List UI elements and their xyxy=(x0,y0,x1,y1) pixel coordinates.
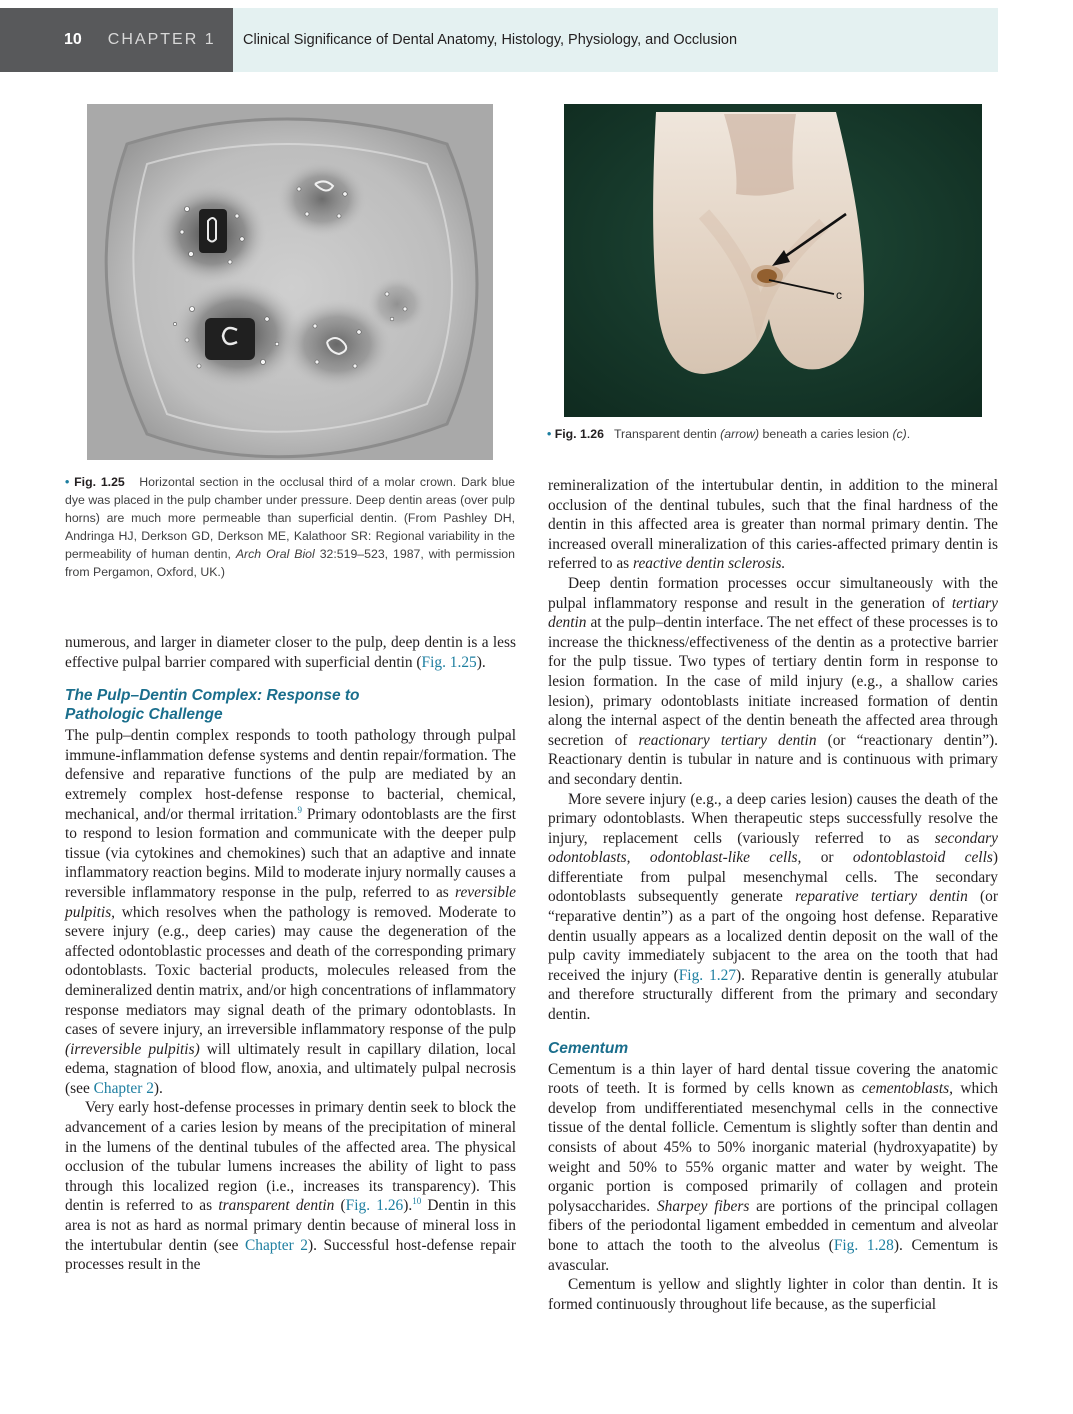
caption-bullet: • xyxy=(547,427,552,441)
reference-superscript[interactable]: 9 xyxy=(297,804,302,815)
caption-label: Fig. 1.25 xyxy=(74,475,125,489)
figure-1-25-image xyxy=(87,104,493,460)
chapter-title: Clinical Significance of Dental Anatomy, Histology, Physiology, and Occlusion xyxy=(243,32,738,48)
figure-link[interactable]: Fig. 1.28 xyxy=(833,1236,894,1254)
paragraph: More severe injury (e.g., a deep caries lesion) causes the death of the primary odontoblasts. When therapeutic steps successfully resolve the injury, replacement cells (variously referred to as secondary odontoblasts, odontoblast-like cells, or odontoblastoid cells) differentiate from pulpal mesenchymal cells. The secondary odontoblasts subsequently generate reparative tertiary dentin (or “reparative dentin”) as a part of the ongoing host defense. Reparative dentin usually appears as a localized dentin deposit on the wall of the pulp cavity immediately subjacent to the area on the tooth that had received the injury (Fig. 1.27). Reparative dentin is generally atubular and therefore structurally different from the primary and secondary dentin. xyxy=(548,790,998,1024)
figure-1-26-caption: • Fig. 1.26 Transparent dentin (arrow) beneath a caries lesion (c). xyxy=(547,427,911,441)
section-heading: The Pulp–Dentin Complex: Response to Pathologic Challenge xyxy=(65,687,360,724)
section-heading: Cementum xyxy=(548,1039,629,1057)
figure-link[interactable]: Fig. 1.27 xyxy=(678,966,737,984)
left-column xyxy=(65,633,516,1275)
paragraph: remineralization of the intertubular dentin, in addition to the mineral occlusion of the dentinal tubules, such that the final hardness of the dentin in this affected area is greater than normal primary dentin. The increased overall mineralization of this caries-affected primary dentin is referred to as reactive dentin sclerosis. xyxy=(548,477,998,573)
header-title-block xyxy=(233,8,998,72)
running-header xyxy=(0,8,998,72)
paragraph: The pulp–dentin complex responds to tooth pathology through pulpal immune-inflammation defense systems and dentin repair/formation. The defensive and reparative functions of the pulp are mediated by an extremely complex host-defense response to bacterial, chemical, mechanical, and/or thermal irritation.$^9$ Primary odontoblasts are the first to respond to lesion formation and communicate with the deeper pulp tissue (via cytokines and chemokines) such that an adaptive and innate inflammatory reaction begins. Mild to moderate injury normally causes a reversible inflammatory response in the pulp, referred to as reversible pulpitis, which resolves when the pathology is removed. Moderate to severe injury (e.g., deep caries) may cause the degeneration of the affected odontoblastic processes and death of the corresponding primary odontoblasts. Toxic bacterial products, molecules released from the demineralized dentin matrix, and/or high concentrations of inflammatory response mediators may signal death of the primary odontoblasts. In cases of severe injury, an irreversible inflammatory response of the pulp (irreversible pulpitis) will ultimately result in capillary dilation, local edema, stagnation of blood flow, anoxia, and ultimately pulpal necrosis (see Chapter 2). xyxy=(65,727,517,1097)
caption-label: Fig. 1.26 xyxy=(554,427,604,441)
paragraph: numerous, and larger in diameter closer to the pulp, deep dentin is a less effective pulpal barrier compared with superficial dentin (Fig. 1.25). xyxy=(65,634,516,671)
paragraph: Very early host-defense processes in primary dentin seek to block the advancement of a caries lesion by means of the precipitation of mineral in the lumens of the dentinal tubules of the affected area. The physical occlusion of the tubular lumens increases the ability of light to pass through this localized region (i.e., increases its transparency). This dentin is referred to as transparent dentin (Fig. 1.26).$^{10}$ Dentin in this area is not as hard as normal primary dentin because of mineral loss in the intertubular dentin (see Chapter 2). Successful host-defense repair processes result in the xyxy=(65,1099,516,1274)
figure-link[interactable]: Fig. 1.26 xyxy=(345,1197,404,1215)
figure-1-26-image xyxy=(564,104,982,417)
paragraph: Cementum is a thin layer of hard dental tissue covering the anatomic roots of teeth. It is formed by cells known as cementoblasts, which develop from undifferentiated mesenchymal cells in the connective tissue of the dental follicle. Cementum is slightly softer than dentin and consists of about 45% to 50% inorganic material (hydroxyapatite) by weight and 50% to 55% organic matter and water by weight. The organic portion is composed primarily of collagen and protein polysaccharides. Sharpey fibers are portions of the principal collagen fibers of the periodontal ligament embedded in cementum and alveolar bone to attach the tooth to the alveolus (Fig. 1.28). Cementum is avascular. xyxy=(548,1060,999,1274)
chapter-link[interactable]: Chapter 2 xyxy=(93,1079,154,1097)
chapter-link[interactable]: Chapter 2 xyxy=(244,1236,308,1254)
header-chapter-block xyxy=(0,8,233,72)
paragraph: Deep dentin formation processes occur simultaneously with the pulpal inflammatory response and result in the generation of tertiary dentin at the pulp–dentin interface. The net effect of these processes is to increase the thickness/effectiveness of the dentin as a protective barrier for the pulp tissue. Two types of tertiary dentin form in response to lesion formation. In the case of mild injury (e.g., a shallow caries lesion), primary odontoblasts initiate increased formation of dentin along the internal aspect of the dentin beneath the affected area through secretion of reactionary tertiary dentin (or “reactionary dentin”). Reactionary dentin is tubular in nature and is continuous with primary and secondary dentin. xyxy=(548,574,998,788)
paragraph: Cementum is yellow and slightly lighter in color than dentin. It is formed continuously throughout life because, as the superficial xyxy=(548,1276,998,1313)
reference-superscript[interactable]: 10 xyxy=(412,1196,422,1207)
lesion-label-c: c xyxy=(836,288,842,302)
caption-bullet: • xyxy=(65,475,70,489)
page-number: 10 xyxy=(64,31,82,48)
right-column xyxy=(548,476,998,1314)
figure-link[interactable]: Fig. 1.25 xyxy=(421,653,477,671)
chapter-label: CHAPTER 1 xyxy=(107,31,216,48)
figure-1-25-caption: • Fig. 1.25 Horizontal section in the occlusal third of a molar crown. Dark blue dye was placed in the pulp chamber under pressure. Deep dentin areas (over pulp horns) are much more permeable than superficial dentin. (From Pashley DH, Andringa HJ, Derkson GD, Derkson ME, Kalathoor SR: Regional variability in the permeability of human dentin, Arch Oral Biol 32:519–523, 1987, with permission from Pergamon, Oxford, UK.) xyxy=(65,475,516,579)
